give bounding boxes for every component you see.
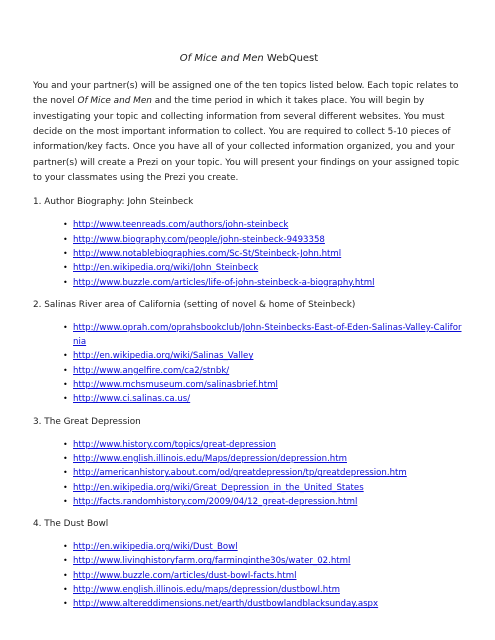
- title-suffix: WebQuest: [263, 53, 319, 64]
- resource-link[interactable]: http://www.livinghistoryfarm.org/farminginthe30s/water_02.html: [73, 556, 351, 567]
- bullet-icon: •: [63, 453, 68, 463]
- bullet-icon: •: [63, 365, 68, 375]
- topic-list: [33, 195, 465, 611]
- bullet-icon: •: [63, 482, 68, 492]
- list-item: [33, 438, 465, 452]
- list-item: [33, 466, 465, 480]
- intro-paragraph: [33, 79, 465, 186]
- list-item: [33, 481, 465, 495]
- title-novel-name: Of Mice and Men: [179, 53, 264, 64]
- link-list: [33, 540, 465, 611]
- topic-heading: 1. Author Biography: John Steinbeck: [33, 197, 194, 208]
- document-title: [33, 52, 465, 65]
- resource-link[interactable]: http://en.wikipedia.org/wiki/John_Steinbeck: [73, 263, 259, 274]
- link-list: [33, 321, 465, 407]
- bullet-icon: •: [63, 220, 68, 230]
- list-item: [33, 392, 465, 406]
- resource-link[interactable]: http://www.biography.com/people/john-steinbeck-9493358: [73, 234, 325, 245]
- resource-link[interactable]: http://www.altereddimensions.net/earth/dustbowlandblacksunday.aspx: [73, 599, 379, 610]
- resource-link[interactable]: http://www.angelfire.com/ca2/stnbk/: [73, 365, 230, 376]
- intro-text-2: and the time period in which it takes place. You will begin by investigating your topic and collecting information from several different websites. You must decide on the most important information to collect. You are required to collect 5-10 pieces of information/key facts. Once you have all of your collected information organized, you and your partner(s) will create a Prezi on your topic. You will present your findings on your assigned topic to your classmates using the Prezi you create.: [33, 96, 460, 184]
- list-item: [33, 364, 465, 378]
- resource-link[interactable]: http://en.wikipedia.org/wiki/Dust_Bowl: [73, 542, 238, 553]
- bullet-icon: •: [63, 380, 68, 390]
- intro-text-1: You and your partner(s) will be assigned one of the ten topics listed below. Each topic relates to the novel: [33, 81, 459, 107]
- intro-novel-name: Of Mice and Men: [77, 96, 152, 107]
- bullet-icon: •: [63, 542, 68, 552]
- list-item: [33, 569, 465, 583]
- bullet-icon: •: [63, 496, 68, 506]
- list-item: [33, 349, 465, 363]
- bullet-icon: •: [63, 277, 68, 287]
- resource-link[interactable]: http://en.wikipedia.org/wiki/Salinas_Valley: [73, 351, 254, 362]
- bullet-icon: •: [63, 439, 68, 449]
- resource-link[interactable]: http://www.buzzle.com/articles/life-of-john-steinbeck-a-biography.html: [73, 277, 375, 288]
- bullet-icon: •: [63, 394, 68, 404]
- bullet-icon: •: [63, 249, 68, 258]
- resource-link[interactable]: http://www.teenreads.com/authors/john-steinbeck: [73, 220, 289, 231]
- list-item: [33, 452, 465, 466]
- resource-link[interactable]: http://www.oprah.com/oprahsbookclub/John-Steinbecks-East-of-Eden-Salinas-Valley-California: [73, 322, 462, 348]
- resource-link[interactable]: http://www.buzzle.com/articles/dust-bowl-facts.html: [73, 570, 297, 581]
- bullet-icon: •: [63, 599, 68, 609]
- list-item: [33, 597, 465, 611]
- resource-link[interactable]: http://www.ci.salinas.ca.us/: [73, 394, 191, 405]
- bullet-icon: •: [63, 570, 68, 580]
- topic-heading: 2. Salinas River area of California (setting of novel & home of Steinbeck): [33, 299, 356, 310]
- bullet-icon: •: [63, 585, 68, 595]
- bullet-icon: •: [63, 556, 68, 566]
- list-item: [33, 276, 465, 290]
- resource-link[interactable]: http://www.notablebiographies.com/Sc-St/Steinbeck-John.html: [73, 249, 342, 259]
- list-item: [33, 321, 465, 350]
- bullet-icon: •: [63, 351, 68, 361]
- resource-link[interactable]: http://www.english.illinois.edu/Maps/depression/depression.htm: [73, 453, 347, 464]
- bullet-icon: •: [63, 234, 68, 244]
- topic-heading: 4. The Dust Bowl: [33, 519, 109, 530]
- list-item: [33, 233, 465, 247]
- resource-link[interactable]: http://americanhistory.about.com/od/greatdepression/tp/greatdepression.htm: [73, 468, 407, 479]
- list-item: [33, 495, 465, 509]
- bullet-icon: •: [63, 468, 68, 478]
- link-list: [33, 218, 465, 289]
- list-item: [33, 583, 465, 597]
- document-page: [33, 52, 465, 620]
- topic-heading: 3. The Great Depression: [33, 416, 141, 427]
- resource-link[interactable]: http://www.history.com/topics/great-depression: [73, 439, 276, 450]
- bullet-icon: •: [63, 322, 68, 332]
- resource-link[interactable]: http://www.english.illinois.edu/maps/depression/dustbowl.htm: [73, 585, 340, 596]
- list-item: [33, 261, 465, 275]
- bullet-icon: •: [63, 263, 68, 273]
- resource-link[interactable]: http://facts.randomhistory.com/2009/04/12_great-depression.html: [73, 496, 358, 507]
- list-item: [33, 378, 465, 392]
- link-list: [33, 438, 465, 509]
- resource-link[interactable]: http://www.mchsmuseum.com/salinasbrief.html: [73, 380, 278, 391]
- list-item: [33, 554, 465, 568]
- list-item: [33, 218, 465, 232]
- resource-link[interactable]: http://en.wikipedia.org/wiki/Great_Depression_in_the_United_States: [73, 482, 364, 493]
- list-item: [33, 540, 465, 554]
- list-item: [33, 247, 465, 261]
